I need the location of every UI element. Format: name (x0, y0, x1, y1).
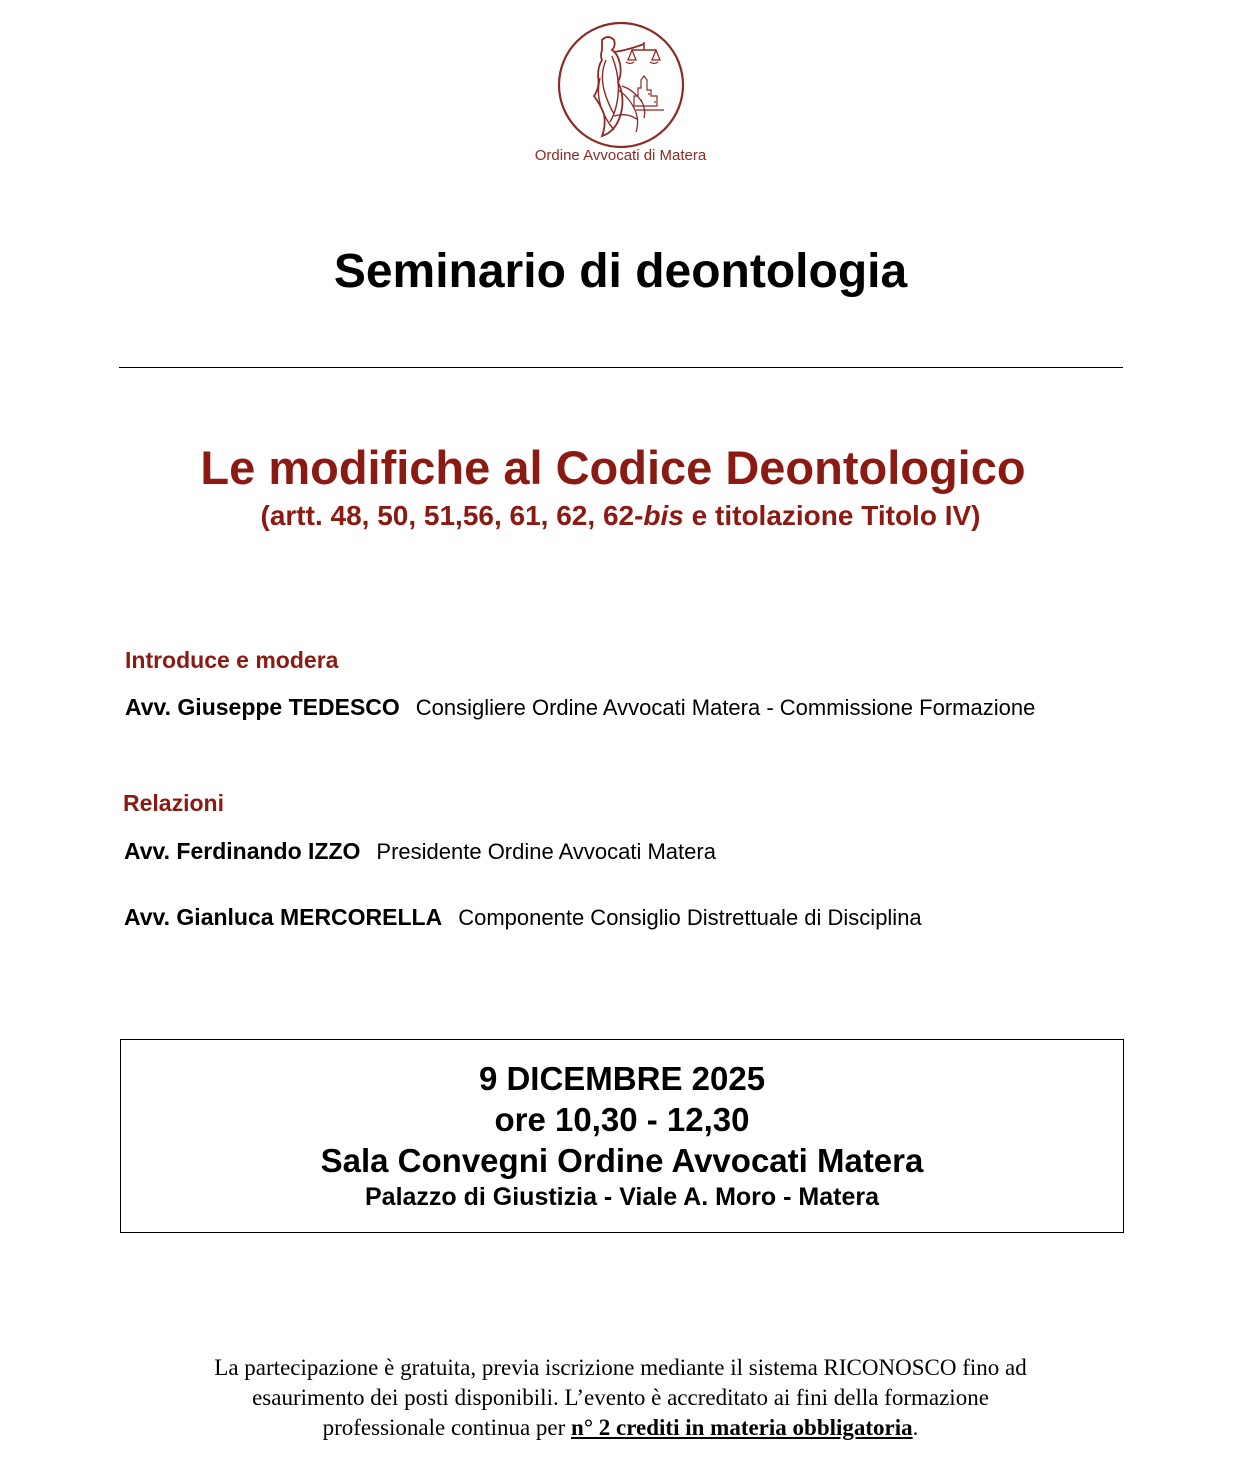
person-name: Avv. Giuseppe TEDESCO (125, 694, 400, 720)
event-time: ore 10,30 - 12,30 (494, 1101, 750, 1138)
footer-note (100, 1353, 1141, 1443)
divider (119, 367, 1123, 368)
credits-emphasis: n° 2 crediti in materia obbligatoria (571, 1415, 913, 1440)
subtitle-text-before: (artt. 48, 50, 51,56, 61, 62, 62- (260, 500, 644, 531)
logo-caption: Ordine Avvocati di Matera (534, 147, 707, 164)
justice-scales-icon (556, 20, 686, 150)
moderator-section-label: Introduce e modera (125, 647, 339, 673)
topic-subtitle (0, 500, 1241, 532)
speakers-section-label: Relazioni (123, 790, 224, 816)
page-title: Seminario di deontologia (333, 245, 908, 298)
person-role: Presidente Ordine Avvocati Matera (376, 839, 716, 864)
moderator-entry (125, 694, 1035, 721)
person-name: Avv. Ferdinando IZZO (124, 838, 361, 864)
footer-line: La partecipazione è gratuita, previa iscrizione mediante il sistema RICONOSCO fino ad (214, 1355, 1027, 1380)
subtitle-text-italic: bis (643, 500, 684, 531)
person-name: Avv. Gianluca MERCORELLA (124, 904, 443, 930)
footer-line: esaurimento dei posti disponibili. L’evento è accreditato ai fini della formazione (252, 1385, 989, 1410)
subtitle-text-after: e titolazione Titolo IV) (683, 500, 981, 531)
event-date: 9 DICEMBRE 2025 (478, 1060, 766, 1097)
speaker-entry (124, 838, 716, 865)
event-venue: Sala Convegni Ordine Avvocati Matera (320, 1142, 924, 1179)
footer-text: . (912, 1415, 919, 1440)
footer-text: professionale continua per (322, 1415, 572, 1440)
person-role: Consigliere Ordine Avvocati Matera - Commissione Formazione (415, 695, 1036, 720)
event-address: Palazzo di Giustizia - Viale A. Moro - Matera (364, 1183, 879, 1211)
person-role: Componente Consiglio Distrettuale di Disciplina (458, 905, 922, 930)
topic-title: Le modifiche al Codice Deontologico (200, 441, 1026, 494)
speaker-entry (124, 904, 922, 931)
footer-line (100, 1413, 1141, 1443)
event-details-box (120, 1039, 1124, 1233)
